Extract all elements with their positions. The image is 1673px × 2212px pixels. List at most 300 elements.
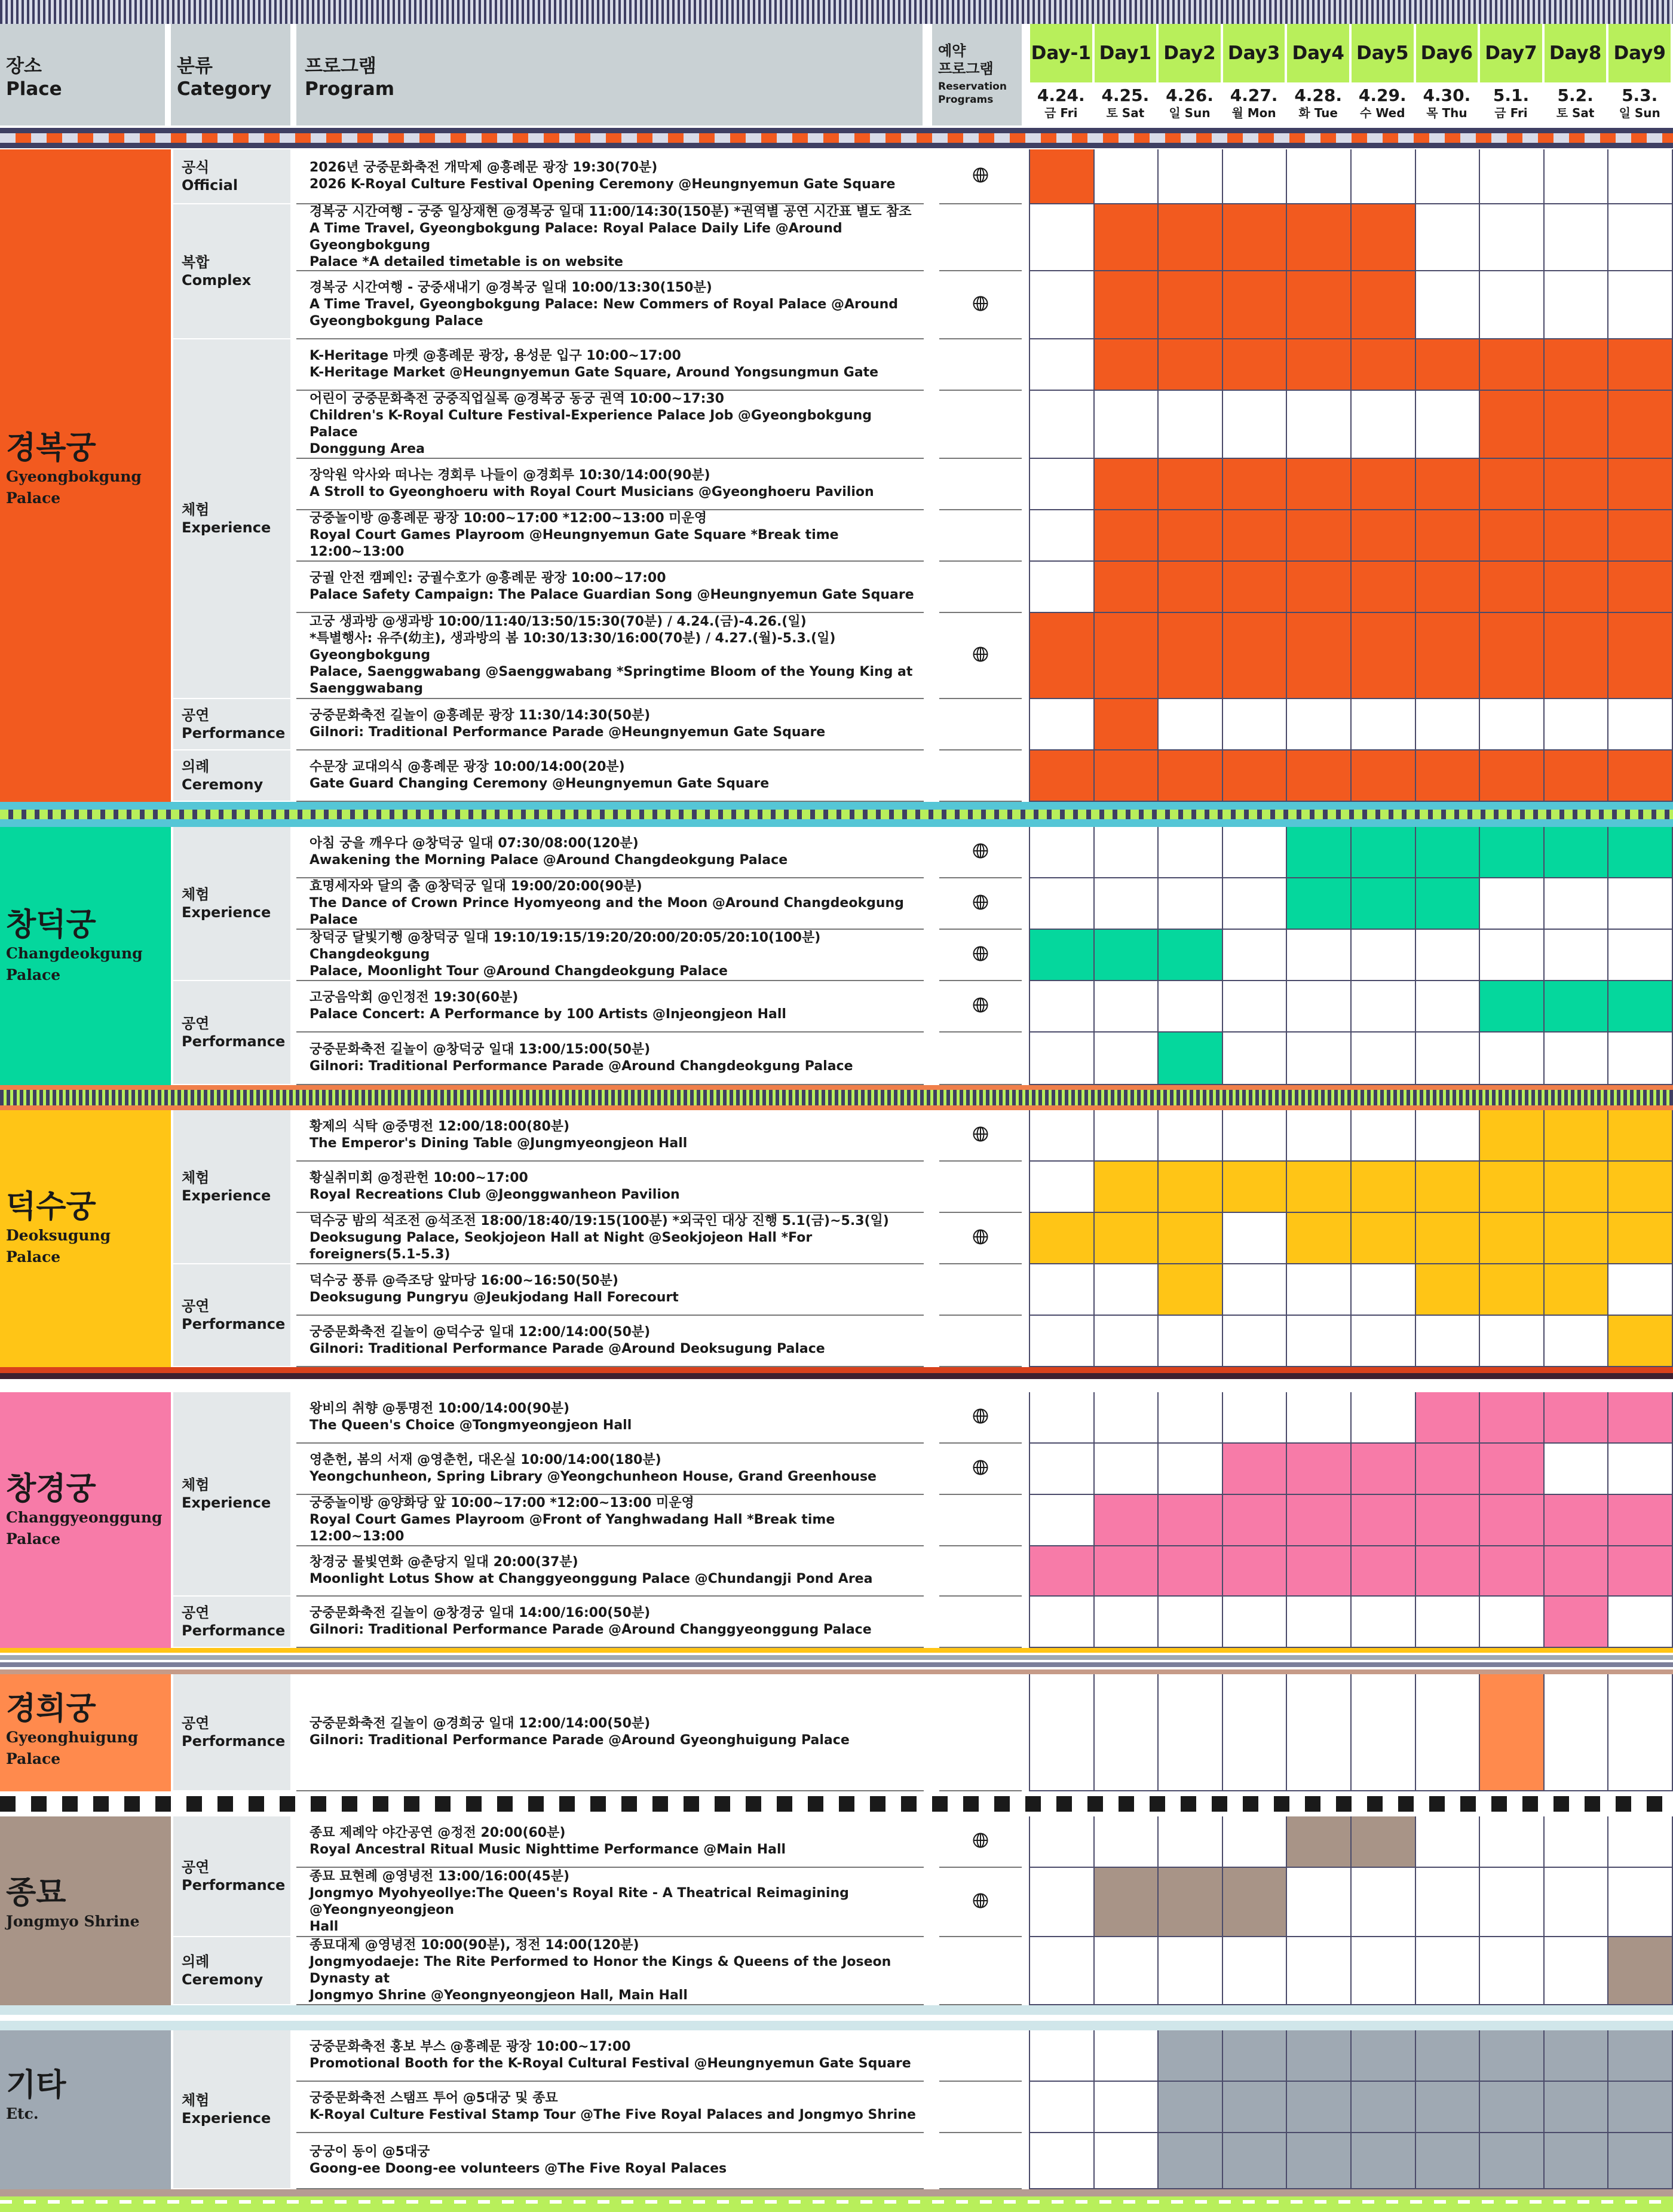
program-row (296, 750, 924, 802)
schedule-cell (1480, 1868, 1545, 1937)
schedule-cell (1416, 1444, 1481, 1495)
schedule-cell (1416, 459, 1481, 510)
bottom-stripe (0, 2189, 1673, 2212)
schedule-cell (1416, 750, 1481, 802)
schedule-cell (1223, 827, 1288, 878)
program-text: Hall (310, 1919, 339, 1934)
schedule-cell (1159, 1264, 1223, 1316)
reservation-cell (939, 699, 1022, 750)
schedule-cell (1480, 1816, 1545, 1868)
program-row (296, 2082, 924, 2133)
schedule-cell (1223, 613, 1288, 699)
schedule-cell (1352, 2030, 1416, 2082)
schedule-cell (1416, 1546, 1481, 1597)
schedule-cell (1030, 981, 1095, 1033)
program-text: K-Heritage 마켓 @흥례문 광장, 용성문 입구 10:00~17:00 (310, 348, 681, 363)
place-deoksu (0, 1110, 165, 1367)
program-row (296, 2133, 924, 2189)
schedule-cell (1095, 1597, 1159, 1648)
place-category-gap (165, 1816, 171, 2005)
schedule-cell (1223, 1110, 1288, 1162)
program-text: 왕비의 취향 @통명전 10:00/14:00(90분) (310, 1401, 570, 1416)
category-cell (173, 1674, 290, 1790)
program-text: 궁중문화축전 홍보 부스 @흥례문 광장 10:00~17:00 (310, 2039, 631, 2054)
schedule-cell (1545, 1868, 1609, 1937)
header-program-en: Program (305, 78, 395, 100)
schedule-cell (1223, 149, 1288, 204)
header-program-ko: 프로그램 (305, 56, 376, 77)
schedule-cell (1608, 1316, 1673, 1367)
schedule-cell (1095, 1162, 1159, 1213)
schedule-cell (1608, 510, 1673, 562)
schedule-cell (1030, 878, 1095, 930)
reservation-globe-icon (973, 1408, 988, 1426)
schedule-cell (1030, 271, 1095, 339)
schedule-cell (1159, 1674, 1223, 1791)
program-row (296, 562, 924, 613)
category-cell (173, 204, 290, 338)
grid-left-border (1029, 1816, 1030, 2005)
schedule-cell (1480, 510, 1545, 562)
schedule-cell (1287, 2030, 1352, 2082)
program-text: Deoksugung Pungryu @Jeukjodang Hall Forecourt (310, 1290, 679, 1305)
schedule-cell (1030, 1316, 1095, 1367)
schedule-cell (1480, 878, 1545, 930)
schedule-cell (1223, 981, 1288, 1033)
schedule-cell (1223, 562, 1288, 613)
program-text: Palace Concert: A Performance by 100 Artists @Injeongjeon Hall (310, 1007, 786, 1022)
program-text: Moonlight Lotus Show at Changgyeonggung Palace @Chundangji Pond Area (310, 1571, 873, 1586)
schedule-cell (1095, 1444, 1159, 1495)
schedule-cell (1352, 1264, 1416, 1316)
schedule-cell (1159, 271, 1223, 339)
place-jongmyo (0, 1816, 165, 2005)
reservation-cell (939, 149, 1022, 204)
schedule-cell (1095, 1816, 1159, 1868)
schedule-cell (1352, 878, 1416, 930)
schedule-cell (1095, 1937, 1159, 2005)
header-category-ko: 분류 (177, 56, 213, 77)
schedule-cell (1352, 562, 1416, 613)
schedule-cell (1352, 1110, 1416, 1162)
schedule-cell (1480, 204, 1545, 271)
schedule-cell (1287, 149, 1352, 204)
category-en: Experience (182, 1187, 271, 1204)
schedule-cell (1030, 1868, 1095, 1937)
place-changgyeong (0, 1392, 165, 1648)
schedule-cell (1352, 981, 1416, 1033)
schedule-cell (1608, 699, 1673, 750)
schedule-cell (1416, 271, 1481, 339)
place-name-en: Etc. (6, 2105, 39, 2122)
place-name-en: Jongmyo Shrine (6, 1913, 140, 1930)
schedule-cell (1416, 149, 1481, 204)
schedule-cell (1545, 391, 1609, 459)
program-row (296, 613, 924, 699)
schedule-cell (1223, 1937, 1288, 2005)
schedule-cell (1545, 562, 1609, 613)
category-cell (173, 1937, 290, 2004)
program-text: Gyeongbokgung Palace (310, 314, 483, 329)
program-text: 덕수궁 밤의 석조전 @석조전 18:00/18:40/19:15(100분) *외국인 대상 진행 5.1(금)~5.3(일) (310, 1214, 889, 1228)
schedule-cell (1287, 1495, 1352, 1546)
schedule-cell (1352, 1495, 1416, 1546)
reservation-cell (939, 930, 1022, 981)
program-text: Jongmyodaeje: The Rite Performed to Honor the Kings & Queens of the Joseon Dynasty at (310, 1954, 891, 1986)
program-text: Palace *A detailed timetable is on website (310, 255, 623, 269)
schedule-cell (1545, 1495, 1609, 1546)
grid-left-border (1029, 1110, 1030, 1367)
schedule-cell (1545, 750, 1609, 802)
schedule-cell (1095, 1110, 1159, 1162)
day-label: Day8 (1545, 24, 1607, 82)
schedule-cell (1545, 1033, 1609, 1085)
schedule-cell (1030, 510, 1095, 562)
schedule-cell (1159, 1444, 1223, 1495)
schedule-cell (1416, 613, 1481, 699)
place-gyeonghui (0, 1674, 165, 1791)
day-label: Day6 (1416, 24, 1478, 82)
program-text: A Time Travel, Gyeongbokgung Palace: New Commers of Royal Palace @Around (310, 297, 899, 312)
schedule-cell (1095, 981, 1159, 1033)
schedule-cell (1223, 699, 1288, 750)
program-text: Gilnori: Traditional Performance Parade @Around Changgyeonggung Palace (310, 1622, 872, 1637)
day-label: Day5 (1352, 24, 1414, 82)
reservation-globe-icon (973, 296, 988, 314)
program-row (296, 1316, 924, 1367)
schedule-cell (1223, 204, 1288, 271)
day-weekday: 금 Fri (1044, 106, 1078, 120)
program-text: 궁중문화축전 길놀이 @창경궁 일대 14:00/16:00(50분) (310, 1606, 651, 1620)
schedule-cell (1608, 271, 1673, 339)
schedule-cell (1416, 827, 1481, 878)
schedule-cell (1545, 459, 1609, 510)
schedule-cell (1223, 1316, 1288, 1367)
schedule-cell (1416, 391, 1481, 459)
header-category-en: Category (177, 78, 272, 100)
day-date: 4.26. (1166, 85, 1214, 105)
schedule-cell (1095, 2133, 1159, 2189)
program-text: 궁중문화축전 길놀이 @경희궁 일대 12:00/14:00(50분) (310, 1716, 651, 1731)
schedule-cell (1608, 827, 1673, 878)
program-text: Awakening the Morning Palace @Around Changdeokgung Palace (310, 853, 788, 868)
category-en: Official (182, 177, 238, 194)
program-text: Promotional Booth for the K-Royal Cultural Festival @Heungnyemun Gate Square (310, 2056, 911, 2071)
schedule-cell (1287, 613, 1352, 699)
program-text: 종묘 제례악 야간공연 @정전 20:00(60분) (310, 1825, 566, 1840)
reservation-cell (939, 1495, 1022, 1546)
schedule-cell (1352, 750, 1416, 802)
place-changdeok (0, 827, 165, 1085)
day-date: 4.30. (1423, 85, 1471, 105)
category-en: Ceremony (182, 1971, 263, 1988)
schedule-cell (1352, 699, 1416, 750)
schedule-cell (1545, 271, 1609, 339)
schedule-cell (1223, 2082, 1288, 2133)
schedule-cell (1287, 1213, 1352, 1264)
program-row (296, 1546, 924, 1597)
day-date: 4.25. (1101, 85, 1150, 105)
schedule-cell (1095, 149, 1159, 204)
day-label: Day-1 (1030, 24, 1092, 82)
schedule-cell (1416, 1316, 1481, 1367)
program-row (296, 981, 924, 1033)
day-date: 5.3. (1622, 85, 1658, 105)
schedule-cell (1095, 271, 1159, 339)
schedule-cell (1545, 613, 1609, 699)
day-date: 5.1. (1493, 85, 1530, 105)
program-text: 궁중문화축전 길놀이 @덕수궁 일대 12:00/14:00(50분) (310, 1325, 651, 1340)
schedule-cell (1608, 1033, 1673, 1085)
reservation-globe-icon (973, 843, 988, 861)
header-program (296, 24, 923, 125)
reservation-cell (939, 271, 1022, 339)
schedule-cell (1223, 750, 1288, 802)
schedule-cell (1287, 1316, 1352, 1367)
schedule-cell (1608, 1937, 1673, 2005)
schedule-cell (1545, 1546, 1609, 1597)
schedule-cell (1480, 2133, 1545, 2189)
schedule-cell (1030, 750, 1095, 802)
schedule-cell (1287, 1110, 1352, 1162)
category-ko: 공연 (182, 1715, 210, 1732)
schedule-cell (1159, 510, 1223, 562)
program-text: 2026년 궁중문화축전 개막제 @흥례문 광장 19:30(70분) (310, 160, 658, 175)
program-text: 궁중놀이방 @흥례문 광장 10:00~17:00 *12:00~13:00 미운영 (310, 511, 707, 526)
schedule-cell (1287, 204, 1352, 271)
schedule-cell (1030, 391, 1095, 459)
reservation-cell (939, 1546, 1022, 1597)
day-weekday: 토 Sat (1556, 106, 1595, 120)
reservation-cell (939, 2030, 1022, 2082)
program-text: Gilnori: Traditional Performance Parade @Heungnyemun Gate Square (310, 725, 826, 740)
schedule-cell (1416, 1264, 1481, 1316)
divider-stripe-5 (0, 1791, 1673, 1816)
reservation-cell (939, 1444, 1022, 1495)
reservation-cell (939, 1597, 1022, 1648)
schedule-cell (1095, 1264, 1159, 1316)
day-label: Day2 (1159, 24, 1221, 82)
schedule-cell (1159, 204, 1223, 271)
program-text: Palace, Saenggwabang @Saenggwabang *Springtime Bloom of the Young King at (310, 664, 913, 679)
place-name-en: Changgyeonggung Palace (6, 1509, 163, 1548)
category-ko: 공식 (182, 159, 210, 176)
schedule-cell (1608, 1444, 1673, 1495)
reservation-cell (939, 510, 1022, 562)
schedule-cell (1608, 1674, 1673, 1791)
schedule-cell (1480, 1110, 1545, 1162)
reservation-globe-icon (973, 167, 988, 185)
category-cell (173, 1597, 290, 1647)
program-row (296, 339, 924, 391)
category-ko: 체험 (182, 2092, 210, 2109)
header-divider-stripe (0, 128, 1673, 148)
day-weekday: 일 Sun (1169, 106, 1211, 120)
schedule-cell (1352, 1937, 1416, 2005)
schedule-cell (1159, 2030, 1223, 2082)
program-text: 창덕궁 달빛기행 @창덕궁 일대 19:10/19:15/19:20/20:00/20:05/20:10(100분) Changdeokgung (310, 930, 821, 962)
schedule-cell (1030, 1937, 1095, 2005)
schedule-cell (1545, 1444, 1609, 1495)
program-text: 창경궁 물빛연화 @춘당지 일대 20:00(37분) (310, 1555, 578, 1570)
place-category-gap (165, 827, 171, 1085)
schedule-cell (1223, 339, 1288, 391)
schedule-cell (1416, 1213, 1481, 1264)
header-reservation (932, 24, 1022, 125)
schedule-cell (1480, 2030, 1545, 2082)
program-row (296, 2030, 924, 2082)
day-date: 4.28. (1294, 85, 1343, 105)
program-row (296, 1162, 924, 1213)
schedule-cell (1287, 750, 1352, 802)
program-row (296, 1264, 924, 1316)
place-name-ko: 종묘 (6, 1874, 66, 1911)
schedule-cell (1287, 271, 1352, 339)
category-en: Ceremony (182, 776, 263, 793)
schedule-cell (1545, 1392, 1609, 1444)
category-ko: 공연 (182, 1859, 210, 1876)
grid-left-border (1029, 149, 1030, 802)
reservation-cell (939, 2082, 1022, 2133)
schedule-cell (1159, 1110, 1223, 1162)
schedule-cell (1287, 510, 1352, 562)
reservation-globe-icon (973, 1126, 988, 1144)
schedule-cell (1545, 339, 1609, 391)
schedule-cell (1095, 1868, 1159, 1937)
schedule-cell (1416, 1033, 1481, 1085)
schedule-cell (1608, 981, 1673, 1033)
schedule-cell (1545, 204, 1609, 271)
reservation-globe-icon (973, 894, 988, 912)
schedule-cell (1416, 2030, 1481, 2082)
header-place-ko: 장소 (6, 56, 42, 77)
day-weekday: 일 Sun (1619, 106, 1660, 120)
program-text: The Emperor's Dining Table @Jungmyeongjeon Hall (310, 1136, 688, 1151)
schedule-cell (1416, 981, 1481, 1033)
schedule-cell (1352, 1674, 1416, 1791)
day-weekday: 목 Thu (1426, 106, 1467, 120)
schedule-cell (1287, 1674, 1352, 1791)
program-text: *특별행사: 유주(幼主), 생과방의 봄 10:30/13:30/16:00(70분) / 4.27.(월)-5.3.(일) Gyeongbokgung (310, 631, 836, 663)
schedule-cell (1095, 391, 1159, 459)
day-date: 4.29. (1358, 85, 1407, 105)
schedule-cell (1159, 149, 1223, 204)
schedule-cell (1608, 1213, 1673, 1264)
schedule-cell (1095, 1674, 1159, 1791)
schedule-cell (1545, 981, 1609, 1033)
place-category-gap (165, 1674, 171, 1791)
program-text: Royal Ancestral Ritual Music Nighttime Performance @Main Hall (310, 1842, 786, 1857)
program-text: Jongmyo Shrine @Yeongnyeongjeon Hall, Main Hall (310, 1988, 688, 2003)
program-row (296, 699, 924, 750)
schedule-cell (1095, 2030, 1159, 2082)
category-cell (173, 1392, 290, 1595)
schedule-cell (1352, 271, 1416, 339)
schedule-cell (1480, 1162, 1545, 1213)
grid-left-border (1029, 1674, 1030, 1791)
day-weekday: 금 Fri (1494, 106, 1528, 120)
schedule-cell (1287, 1444, 1352, 1495)
place-name-en: Deoksugung Palace (6, 1227, 111, 1266)
category-ko: 의례 (182, 758, 210, 775)
schedule-cell (1416, 1495, 1481, 1546)
program-row (296, 1110, 924, 1162)
program-text: Palace Safety Campaign: The Palace Guardian Song @Heungnyemun Gate Square (310, 587, 914, 602)
category-cell (173, 981, 290, 1084)
reservation-cell (939, 827, 1022, 878)
schedule-cell (1287, 339, 1352, 391)
reservation-cell (939, 1674, 1022, 1791)
schedule-cell (1223, 1392, 1288, 1444)
program-text: 어린이 궁중문화축전 궁중직업실록 @경복궁 동궁 권역 10:00~17:30 (310, 391, 724, 406)
schedule-cell (1545, 699, 1609, 750)
schedule-cell (1159, 878, 1223, 930)
schedule-cell (1030, 149, 1095, 204)
schedule-cell (1545, 1213, 1609, 1264)
schedule-cell (1223, 1264, 1288, 1316)
program-text: The Queen's Choice @Tongmyeongjeon Hall (310, 1418, 632, 1433)
program-text: Saenggwabang (310, 681, 423, 696)
schedule-cell (1287, 878, 1352, 930)
program-text: 궁궐 안전 캠페인: 궁궐수호가 @흥례문 광장 10:00~17:00 (310, 571, 666, 586)
schedule-cell (1223, 459, 1288, 510)
category-ko: 공연 (182, 1298, 210, 1315)
schedule-cell (1545, 1264, 1609, 1316)
schedule-cell (1223, 930, 1288, 981)
schedule-cell (1223, 1162, 1288, 1213)
schedule-cell (1545, 1937, 1609, 2005)
program-text: 경복궁 시간여행 - 궁중 일상재현 @경복궁 일대 11:00/14:30(150분) *권역별 공연 시간표 별도 참조 (310, 204, 912, 219)
program-text: 황실취미회 @정관헌 10:00~17:00 (310, 1171, 528, 1185)
schedule-cell (1095, 1392, 1159, 1444)
schedule-cell (1223, 1546, 1288, 1597)
program-text: 궁중놀이방 @양화당 앞 10:00~17:00 *12:00~13:00 미운영 (310, 1496, 694, 1511)
schedule-cell (1352, 1162, 1416, 1213)
reservation-globe-icon (973, 1460, 988, 1478)
schedule-cell (1545, 878, 1609, 930)
schedule-cell (1545, 1674, 1609, 1791)
category-cell (173, 1816, 290, 1936)
schedule-cell (1480, 699, 1545, 750)
program-row (296, 1033, 924, 1085)
schedule-cell (1480, 1392, 1545, 1444)
schedule-cell (1545, 1110, 1609, 1162)
place-name-en: Gyeonghuigung Palace (6, 1729, 139, 1767)
category-ko: 공연 (182, 707, 210, 724)
schedule-cell (1352, 149, 1416, 204)
schedule-cell (1223, 2030, 1288, 2082)
schedule-cell (1287, 1264, 1352, 1316)
place-category-gap (165, 1392, 171, 1648)
schedule-cell (1480, 930, 1545, 981)
reservation-globe-icon (973, 1229, 988, 1247)
category-en: Performance (182, 1316, 286, 1332)
category-en: Performance (182, 725, 286, 742)
schedule-cell (1480, 1264, 1545, 1316)
category-en: Performance (182, 1622, 286, 1639)
category-cell (173, 1264, 290, 1366)
schedule-cell (1287, 459, 1352, 510)
day-label: Day1 (1095, 24, 1157, 82)
program-text: A Time Travel, Gyeongbokgung Palace: Royal Palace Daily Life @Around Gyeongbokgung (310, 221, 842, 253)
schedule-cell (1159, 1868, 1223, 1937)
schedule-cell (1352, 1597, 1416, 1648)
schedule-cell (1608, 1392, 1673, 1444)
program-row (296, 1213, 924, 1264)
schedule-cell (1030, 1162, 1095, 1213)
schedule-cell (1159, 339, 1223, 391)
program-text: 2026 K-Royal Culture Festival Opening Ceremony @Heungnyemun Gate Square (310, 177, 896, 192)
